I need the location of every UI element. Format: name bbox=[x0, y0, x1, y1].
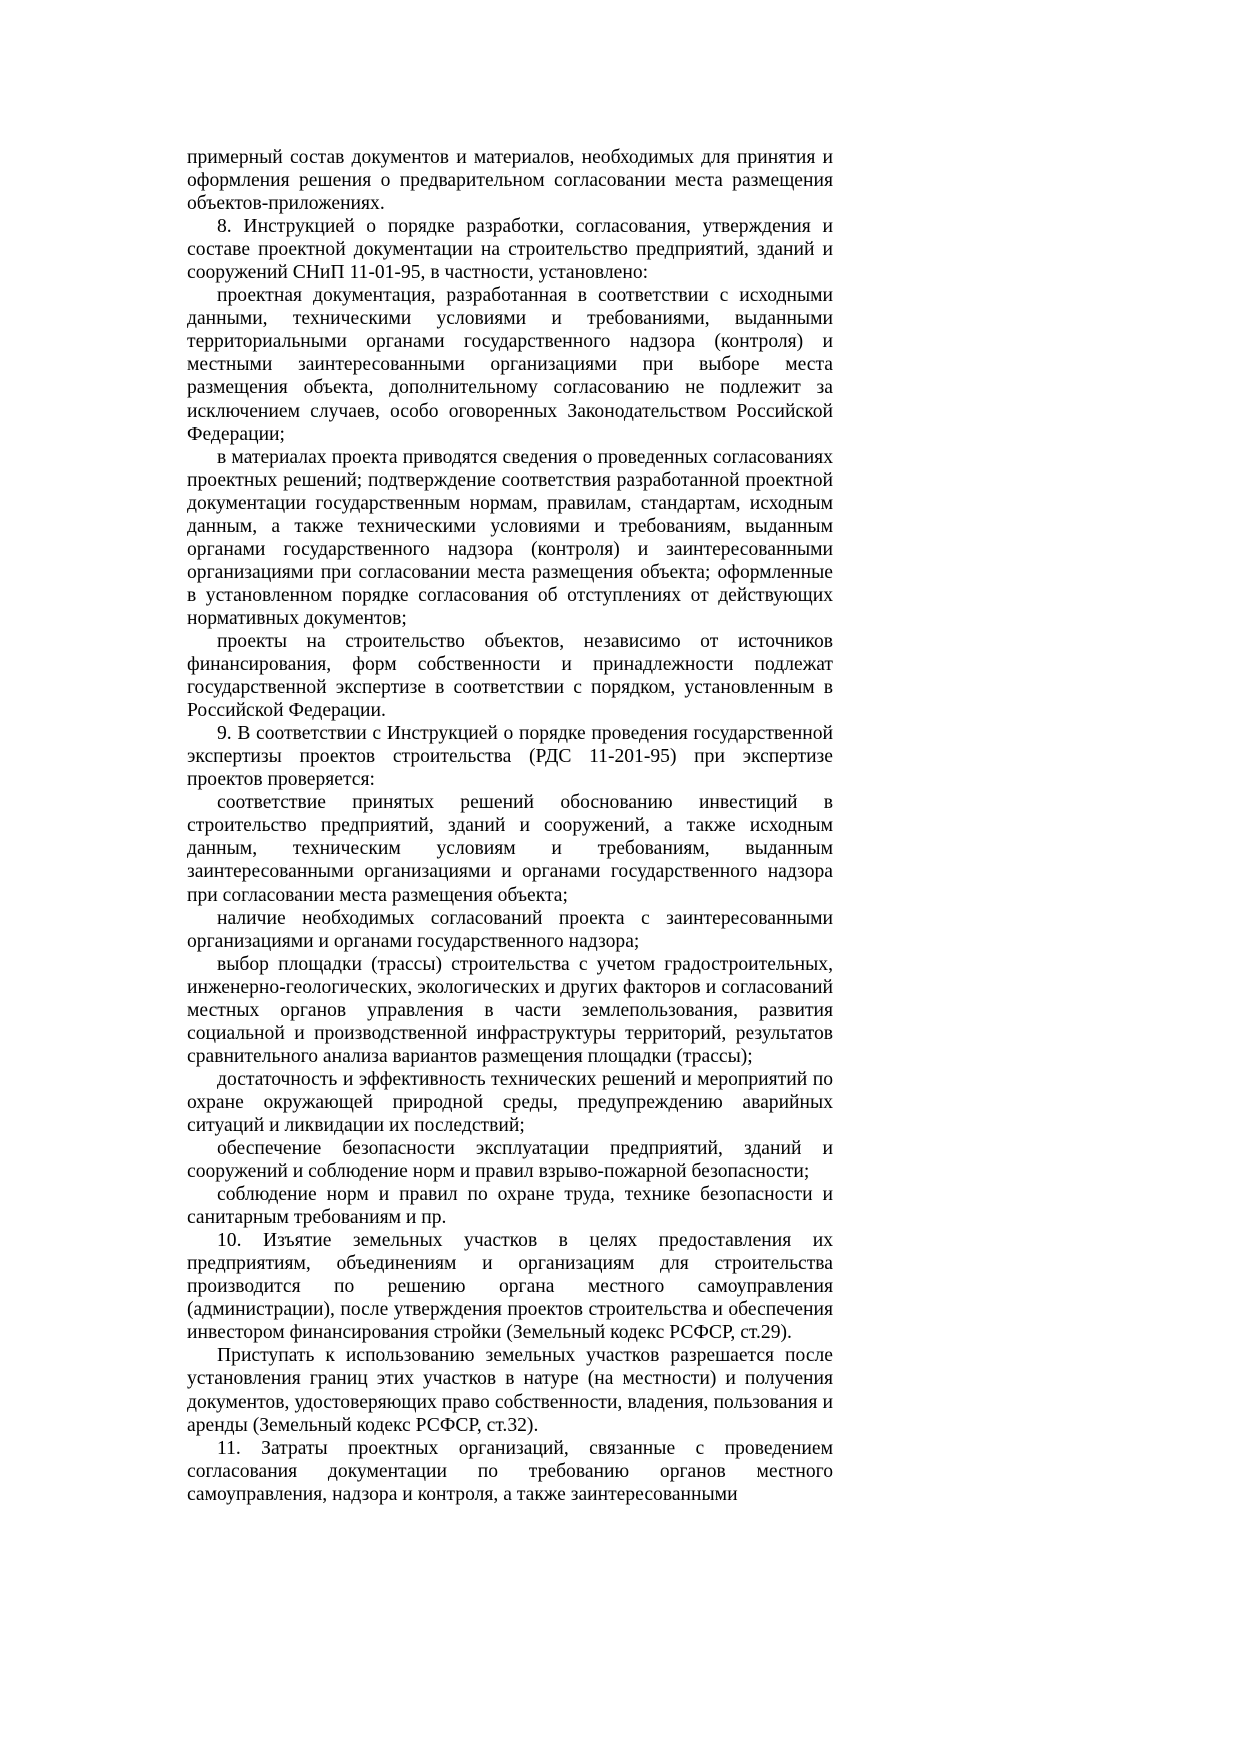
paragraph-state-expertise: проекты на строительство объектов, независимо от источников финансирования, форм собственности и принадлежности подлежат государственной экспертизе в соответствии с порядком, установленным в Российской Федерации. bbox=[187, 630, 833, 722]
paragraph-item-10: 10. Изъятие земельных участков в целях предоставления их предприятиям, объединениям и организациям для строительства производится по решению органа местного самоуправления (администрации), после утверждения проектов строительства и обеспечения инвестором финансирования стройки (Земельный кодекс РСФСР, ст.29). bbox=[187, 1230, 833, 1344]
paragraph-continuation: примерный состав документов и материалов, необходимых для принятия и оформления решения о предварительном согласовании места размещения объектов-приложениях. bbox=[187, 147, 833, 215]
paragraph-land-use: Приступать к использованию земельных участков разрешается после установления границ этих участков в натуре (на местности) и получения документов, удостоверяющих право собственности, владения, пользования и аренды (Земельный кодекс РСФСР, ст.32). bbox=[187, 1345, 833, 1436]
paragraph-site-selection: выбор площадки (трассы) строительства с учетом градостроительных, инженерно-геологических, экологических и других факторов и согласований местных органов управления в части землепользования, развития социальной и производственной инфраструктуры территорий, результатов сравнительного анализа вариантов размещения площадки (трассы); bbox=[187, 953, 833, 1067]
paragraph-item-11: 11. Затраты проектных организаций, связанные с проведением согласования документации по требованию органов местного самоуправления, надзора и контроля, а также заинтересованными bbox=[187, 1437, 833, 1505]
paragraph-safety: обеспечение безопасности эксплуатации предприятий, зданий и сооружений и соблюдение норм и правил взрыво-пожарной безопасности; bbox=[187, 1138, 833, 1183]
paragraph-item-8: 8. Инструкцией о порядке разработки, согласования, утверждения и составе проектной документации на строительство предприятий, зданий и сооружений СНиП 11-01-95, в частности, установлено: bbox=[187, 216, 833, 284]
paragraph-project-docs: проектная документация, разработанная в соответствии с исходными данными, техническими условиями и требованиями, выданными территориальными органами государственного надзора (контроля) и местными заинтересованными организациями при выборе места размещения объекта, дополнительному согласованию не подлежит за исключением случаев, особо оговоренных Законодательством Российской Федерации; bbox=[187, 285, 833, 445]
paragraph-compliance: соответствие принятых решений обоснованию инвестиций в строительство предприятий, зданий и сооружений, а также исходным данным, техническим условиям и требованиям, выданным заинтересованными организациями и органами государственного надзора при согласовании места размещения объекта; bbox=[187, 792, 833, 906]
paragraph-project-materials: в материалах проекта приводятся сведения о проведенных согласованиях проектных решений; подтверждение соответствия разработанной проектной документации государственным нормам, правилам, стандартам, исходным данным, а также техническими условиями и требованиям, выданным органами государственного надзора (контроля) и заинтересованными организациями при согласовании места размещения объекта; оформленные в установленном порядке согласования об отступлениях от действующих нормативных документов; bbox=[187, 446, 833, 629]
paragraph-environment: достаточность и эффективность технических решений и мероприятий по охране окружающей природной среды, предупреждению аварийных ситуаций и ликвидации их последствий; bbox=[187, 1068, 833, 1136]
paragraph-item-9: 9. В соответствии с Инструкцией о порядке проведения государственной экспертизы проектов строительства (РДС 11-201-95) при экспертизе проектов проверяется: bbox=[187, 723, 833, 791]
document-page bbox=[187, 146, 833, 1506]
paragraph-approvals: наличие необходимых согласований проекта с заинтересованными организациями и органами государственного надзора; bbox=[187, 907, 833, 952]
paragraph-labor-protection: соблюдение норм и правил по охране труда, технике безопасности и санитарным требованиям и пр. bbox=[187, 1184, 833, 1229]
